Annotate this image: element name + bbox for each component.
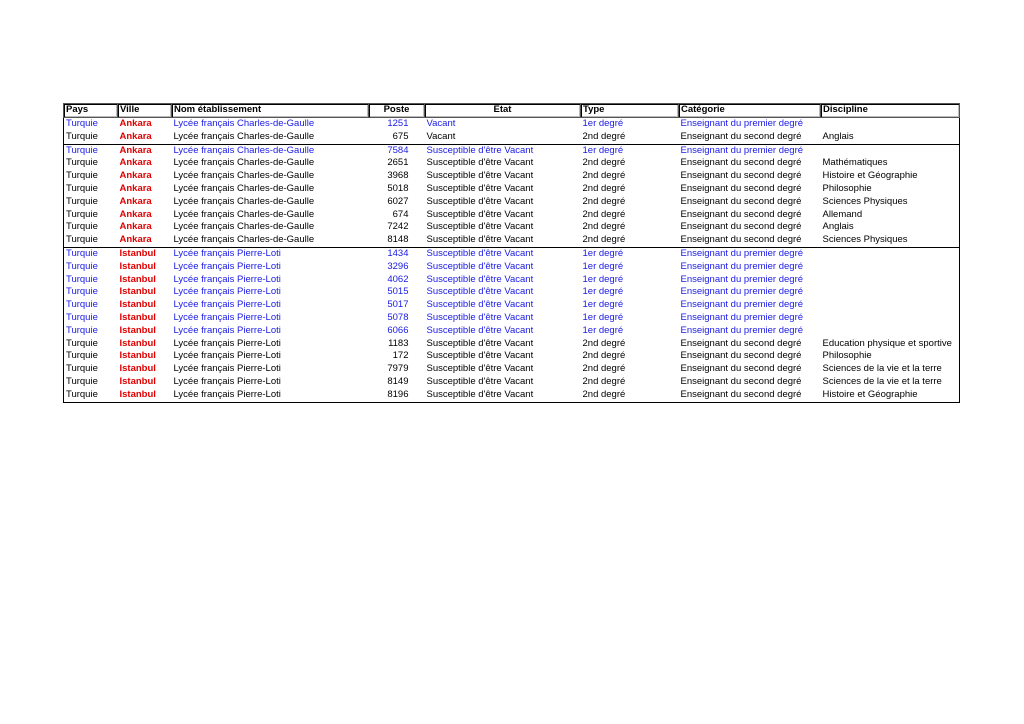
cell-categorie[interactable]: Enseignant du premier degré [680, 260, 804, 272]
table-row [64, 144, 960, 157]
cell-type[interactable]: 1er degré [582, 118, 624, 129]
cell-etat[interactable]: Susceptible d'être Vacant [426, 273, 534, 285]
cell-type[interactable]: 2nd degré [582, 363, 626, 375]
cell-pays[interactable]: Turquie [64, 144, 118, 157]
header-poste[interactable]: Poste [369, 104, 425, 118]
cell-nom[interactable]: Lycée français Pierre-Loti [173, 299, 281, 311]
cell-nom[interactable]: Lycée français Pierre-Loti [173, 324, 281, 336]
cell-discipline[interactable] [821, 312, 960, 325]
cell-poste[interactable]: 1434 [369, 247, 425, 260]
table-row [64, 221, 960, 234]
table-row [64, 350, 960, 363]
cell-categorie[interactable]: Enseignant du second degré [680, 363, 802, 375]
header-categorie[interactable]: Catégorie [679, 104, 821, 118]
table-row [64, 376, 960, 389]
cell-poste[interactable]: 7584 [369, 144, 425, 157]
cell-ville[interactable]: Ankara [119, 170, 152, 182]
cell-categorie[interactable]: Enseignant du second degré [680, 221, 802, 233]
cell-categorie[interactable]: Enseignant du second degré [680, 350, 802, 362]
cell-poste[interactable]: 5078 [387, 311, 409, 323]
cell-poste[interactable]: 8196 [387, 388, 409, 400]
table-row [64, 131, 960, 144]
cell-poste[interactable]: 5018 [387, 182, 409, 194]
cell-etat[interactable]: Susceptible d'être Vacant [426, 337, 534, 349]
cell-nom[interactable]: Lycée français Pierre-Loti [173, 273, 281, 285]
cell-pays[interactable]: Turquie [66, 299, 98, 311]
cell-pays[interactable]: Turquie [66, 273, 98, 285]
cell-ville[interactable]: Istanbul [119, 388, 156, 400]
cell-type[interactable]: 1er degré [582, 324, 624, 336]
cell-type[interactable]: 2nd degré [582, 388, 626, 400]
cell-poste[interactable]: 7979 [387, 363, 409, 375]
cell-categorie[interactable]: Enseignant du premier degré [679, 247, 821, 260]
cell-discipline[interactable]: Histoire et Géographie [822, 170, 918, 182]
cell-poste[interactable]: 1183 [388, 337, 409, 349]
cell-nom[interactable]: Lycée français Charles-de-Gaulle [173, 170, 315, 182]
cell-pays[interactable]: Turquie [66, 375, 98, 387]
table-row [64, 118, 960, 131]
cell-pays[interactable]: Turquie [66, 170, 98, 182]
cell-ville[interactable]: Ankara [119, 130, 152, 142]
header-pays[interactable]: Pays [64, 104, 118, 118]
cell-categorie[interactable]: Enseignant du premier degré [680, 118, 804, 129]
cell-nom[interactable]: Lycée français Pierre-Loti [173, 350, 281, 362]
cell-ville[interactable]: Istanbul [118, 247, 172, 260]
cell-discipline[interactable]: Histoire et Géographie [822, 388, 918, 400]
table-row [64, 338, 960, 351]
header-discipline[interactable]: Discipline [821, 104, 960, 118]
cell-pays[interactable]: Turquie [66, 182, 98, 194]
cell-etat[interactable]: Susceptible d'être Vacant [426, 170, 534, 182]
header-ville[interactable]: Ville [118, 104, 172, 118]
cell-pays[interactable]: Turquie [66, 260, 98, 272]
cell-categorie[interactable]: Enseignant du second degré [680, 182, 802, 194]
cell-discipline[interactable] [821, 325, 960, 338]
cell-poste[interactable]: 675 [392, 130, 409, 142]
table-row [64, 325, 960, 338]
cell-nom[interactable]: Lycée français Pierre-Loti [173, 337, 281, 349]
cell-etat[interactable]: Susceptible d'être Vacant [426, 388, 534, 400]
cell-etat[interactable]: Susceptible d'être Vacant [426, 260, 534, 272]
cell-etat[interactable]: Susceptible d'être Vacant [426, 286, 534, 298]
cell-discipline[interactable]: Anglais [822, 221, 854, 233]
cell-pays[interactable]: Turquie [66, 363, 98, 375]
cell-categorie[interactable]: Enseignant du second degré [680, 388, 802, 400]
cell-type[interactable]: 2nd degré [582, 221, 626, 233]
cell-nom[interactable]: Lycée français Charles-de-Gaulle [173, 221, 315, 233]
cell-pays[interactable]: Turquie [66, 234, 98, 246]
cell-discipline[interactable]: Mathématiques [822, 157, 888, 169]
cell-categorie[interactable]: Enseignant du second degré [680, 195, 802, 207]
cell-nom[interactable]: Lycée français Charles-de-Gaulle [173, 234, 315, 246]
cell-nom[interactable]: Lycée français Charles-de-Gaulle [173, 195, 315, 207]
header-nom[interactable]: Nom établissement [172, 104, 369, 118]
cell-poste[interactable]: 3968 [387, 170, 409, 182]
cell-discipline[interactable]: Sciences de la vie et la terre [822, 363, 942, 375]
cell-etat[interactable]: Susceptible d'être Vacant [426, 221, 534, 233]
cell-type[interactable]: 2nd degré [582, 350, 626, 362]
cell-etat[interactable]: Susceptible d'être Vacant [426, 182, 534, 194]
cell-ville[interactable]: Istanbul [119, 363, 156, 375]
cell-pays[interactable]: Turquie [66, 118, 98, 129]
table-row [64, 363, 960, 376]
cell-discipline[interactable] [821, 274, 960, 287]
cell-type[interactable]: 2nd degré [582, 234, 626, 246]
cell-ville[interactable]: Ankara [119, 195, 152, 207]
cell-categorie[interactable]: Enseignant du second degré [680, 375, 802, 387]
cell-etat[interactable]: Susceptible d'être Vacant [426, 299, 534, 311]
cell-poste[interactable]: 4062 [387, 273, 409, 285]
cell-pays[interactable]: Turquie [66, 286, 98, 298]
cell-ville[interactable]: Istanbul [119, 273, 156, 285]
cell-discipline[interactable]: Allemand [822, 208, 863, 220]
cell-categorie[interactable]: Enseignant du premier degré [680, 299, 804, 311]
cell-etat[interactable]: Susceptible d'être Vacant [426, 311, 534, 323]
cell-ville[interactable]: Ankara [119, 118, 152, 129]
table-header [64, 104, 960, 118]
cell-type[interactable]: 1er degré [582, 260, 624, 272]
cell-nom[interactable]: Lycée français Charles-de-Gaulle [173, 118, 315, 129]
cell-categorie[interactable]: Enseignant du second degré [680, 130, 802, 142]
cell-poste[interactable]: 5015 [387, 286, 409, 298]
table-row [64, 299, 960, 312]
cell-type[interactable]: 2nd degré [582, 130, 626, 142]
cell-pays[interactable]: Turquie [66, 195, 98, 207]
cell-etat[interactable]: Vacant [426, 130, 456, 142]
cell-type[interactable]: 1er degré [582, 299, 624, 311]
cell-discipline[interactable]: Sciences Physiques [822, 234, 908, 246]
cell-categorie[interactable]: Enseignant du premier degré [680, 286, 804, 298]
cell-nom[interactable]: Lycée français Charles-de-Gaulle [173, 157, 315, 169]
cell-categorie[interactable]: Enseignant du second degré [680, 208, 802, 220]
cell-type[interactable]: 2nd degré [582, 182, 626, 194]
cell-pays[interactable]: Turquie [66, 337, 98, 349]
cell-categorie[interactable]: Enseignant du second degré [680, 157, 802, 169]
cell-type[interactable]: 2nd degré [582, 170, 626, 182]
cell-nom[interactable]: Lycée français Pierre-Loti [173, 388, 281, 400]
cell-ville[interactable]: Istanbul [119, 324, 156, 336]
cell-ville[interactable]: Istanbul [119, 286, 156, 298]
cell-discipline[interactable]: Philosophie [822, 182, 872, 194]
cell-ville[interactable]: Istanbul [119, 337, 156, 349]
table-row [64, 183, 960, 196]
table-row [64, 196, 960, 209]
cell-etat[interactable]: Susceptible d'être Vacant [426, 363, 534, 375]
table-row [64, 234, 960, 247]
cell-discipline[interactable]: Sciences Physiques [822, 195, 908, 207]
cell-pays[interactable]: Turquie [66, 350, 98, 362]
cell-poste[interactable]: 8149 [387, 375, 409, 387]
cell-type[interactable]: 2nd degré [582, 337, 626, 349]
cell-nom[interactable]: Lycée français Pierre-Loti [172, 247, 369, 260]
cell-discipline[interactable]: Philosophie [822, 350, 872, 362]
cell-pays[interactable]: Turquie [66, 221, 98, 233]
cell-pays[interactable]: Turquie [66, 311, 98, 323]
cell-ville[interactable]: Istanbul [119, 350, 156, 362]
cell-pays[interactable]: Turquie [66, 388, 98, 400]
cell-discipline[interactable] [821, 144, 960, 157]
cell-discipline[interactable] [821, 247, 960, 260]
table-row [64, 209, 960, 222]
cell-ville[interactable]: Ankara [118, 144, 172, 157]
cell-type[interactable]: 1er degré [582, 311, 624, 323]
cell-poste[interactable]: 6027 [387, 195, 409, 207]
cell-pays[interactable]: Turquie [66, 324, 98, 336]
cell-pays[interactable]: Turquie [66, 130, 98, 142]
cell-discipline[interactable] [821, 286, 960, 299]
cell-etat[interactable]: Susceptible d'être Vacant [426, 324, 534, 336]
cell-type[interactable]: 2nd degré [582, 157, 626, 169]
cell-nom[interactable]: Lycée français Charles-de-Gaulle [173, 208, 315, 220]
cell-etat[interactable]: Susceptible d'être Vacant [426, 157, 534, 169]
cell-type[interactable]: 2nd degré [582, 195, 626, 207]
cell-pays[interactable]: Turquie [64, 247, 118, 260]
header-type[interactable]: Type [581, 104, 679, 118]
header-etat[interactable]: Etat [425, 104, 581, 118]
cell-type[interactable]: 1er degré [582, 286, 624, 298]
cell-discipline[interactable]: Sciences de la vie et la terre [822, 375, 942, 387]
cell-discipline[interactable]: Education physique et sportive [822, 337, 952, 349]
cell-nom[interactable]: Lycée français Charles-de-Gaulle [173, 130, 315, 142]
cell-discipline[interactable] [821, 299, 960, 312]
cell-ville[interactable]: Ankara [119, 234, 152, 246]
cell-nom[interactable]: Lycée français Pierre-Loti [173, 311, 281, 323]
table-body [64, 118, 960, 403]
cell-type[interactable]: 2nd degré [582, 375, 626, 387]
cell-poste[interactable]: 674 [392, 208, 409, 220]
table-row [64, 389, 960, 402]
cell-etat[interactable]: Susceptible d'être Vacant [426, 195, 534, 207]
cell-type[interactable]: 1er degré [581, 247, 679, 260]
cell-categorie[interactable]: Enseignant du second degré [680, 234, 802, 246]
cell-etat[interactable]: Susceptible d'être Vacant [425, 144, 581, 157]
posts-table [63, 103, 960, 403]
table-row [64, 274, 960, 287]
cell-poste[interactable]: 6066 [387, 324, 409, 336]
cell-categorie[interactable]: Enseignant du premier degré [680, 324, 804, 336]
cell-nom[interactable]: Lycée français Pierre-Loti [173, 375, 281, 387]
table-row [64, 261, 960, 274]
cell-poste[interactable]: 8148 [387, 234, 409, 246]
table-row [64, 312, 960, 325]
table-row [64, 286, 960, 299]
table-row [64, 157, 960, 170]
cell-pays[interactable]: Turquie [66, 208, 98, 220]
cell-ville[interactable]: Istanbul [119, 260, 156, 272]
cell-etat[interactable]: Susceptible d'être Vacant [426, 375, 534, 387]
cell-poste[interactable]: 3296 [387, 260, 409, 272]
cell-type[interactable]: 1er degré [582, 273, 624, 285]
cell-etat[interactable]: Susceptible d'être Vacant [426, 234, 534, 246]
cell-poste[interactable]: 172 [392, 350, 409, 362]
cell-discipline[interactable]: Anglais [822, 130, 854, 142]
cell-ville[interactable]: Istanbul [119, 299, 156, 311]
cell-nom[interactable]: Lycée français Charles-de-Gaulle [172, 144, 369, 157]
cell-poste[interactable]: 2651 [387, 157, 409, 169]
cell-categorie[interactable]: Enseignant du premier degré [680, 311, 804, 323]
cell-ville[interactable]: Ankara [119, 182, 152, 194]
cell-ville[interactable]: Ankara [119, 208, 152, 220]
cell-discipline[interactable] [821, 118, 960, 131]
cell-etat[interactable]: Susceptible d'être Vacant [426, 350, 534, 362]
cell-type[interactable]: 1er degré [581, 144, 679, 157]
cell-categorie[interactable]: Enseignant du second degré [680, 337, 802, 349]
cell-poste[interactable]: 1251 [387, 118, 409, 129]
cell-ville[interactable]: Ankara [119, 221, 152, 233]
cell-pays[interactable]: Turquie [66, 157, 98, 169]
cell-type[interactable]: 2nd degré [582, 208, 626, 220]
cell-poste[interactable]: 7242 [387, 221, 409, 233]
cell-poste[interactable]: 5017 [387, 299, 409, 311]
cell-etat[interactable]: Susceptible d'être Vacant [426, 208, 534, 220]
cell-ville[interactable]: Istanbul [119, 375, 156, 387]
cell-nom[interactable]: Lycée français Pierre-Loti [173, 363, 281, 375]
cell-categorie[interactable]: Enseignant du premier degré [679, 144, 821, 157]
cell-nom[interactable]: Lycée français Pierre-Loti [173, 286, 281, 298]
table-row [64, 247, 960, 260]
cell-categorie[interactable]: Enseignant du second degré [680, 170, 802, 182]
cell-discipline[interactable] [821, 261, 960, 274]
cell-ville[interactable]: Istanbul [119, 311, 156, 323]
cell-categorie[interactable]: Enseignant du premier degré [680, 273, 804, 285]
cell-ville[interactable]: Ankara [119, 157, 152, 169]
cell-nom[interactable]: Lycée français Charles-de-Gaulle [173, 182, 315, 194]
cell-etat[interactable]: Vacant [426, 118, 456, 129]
cell-nom[interactable]: Lycée français Pierre-Loti [173, 260, 281, 272]
cell-etat[interactable]: Susceptible d'être Vacant [425, 247, 581, 260]
table-row [64, 170, 960, 183]
